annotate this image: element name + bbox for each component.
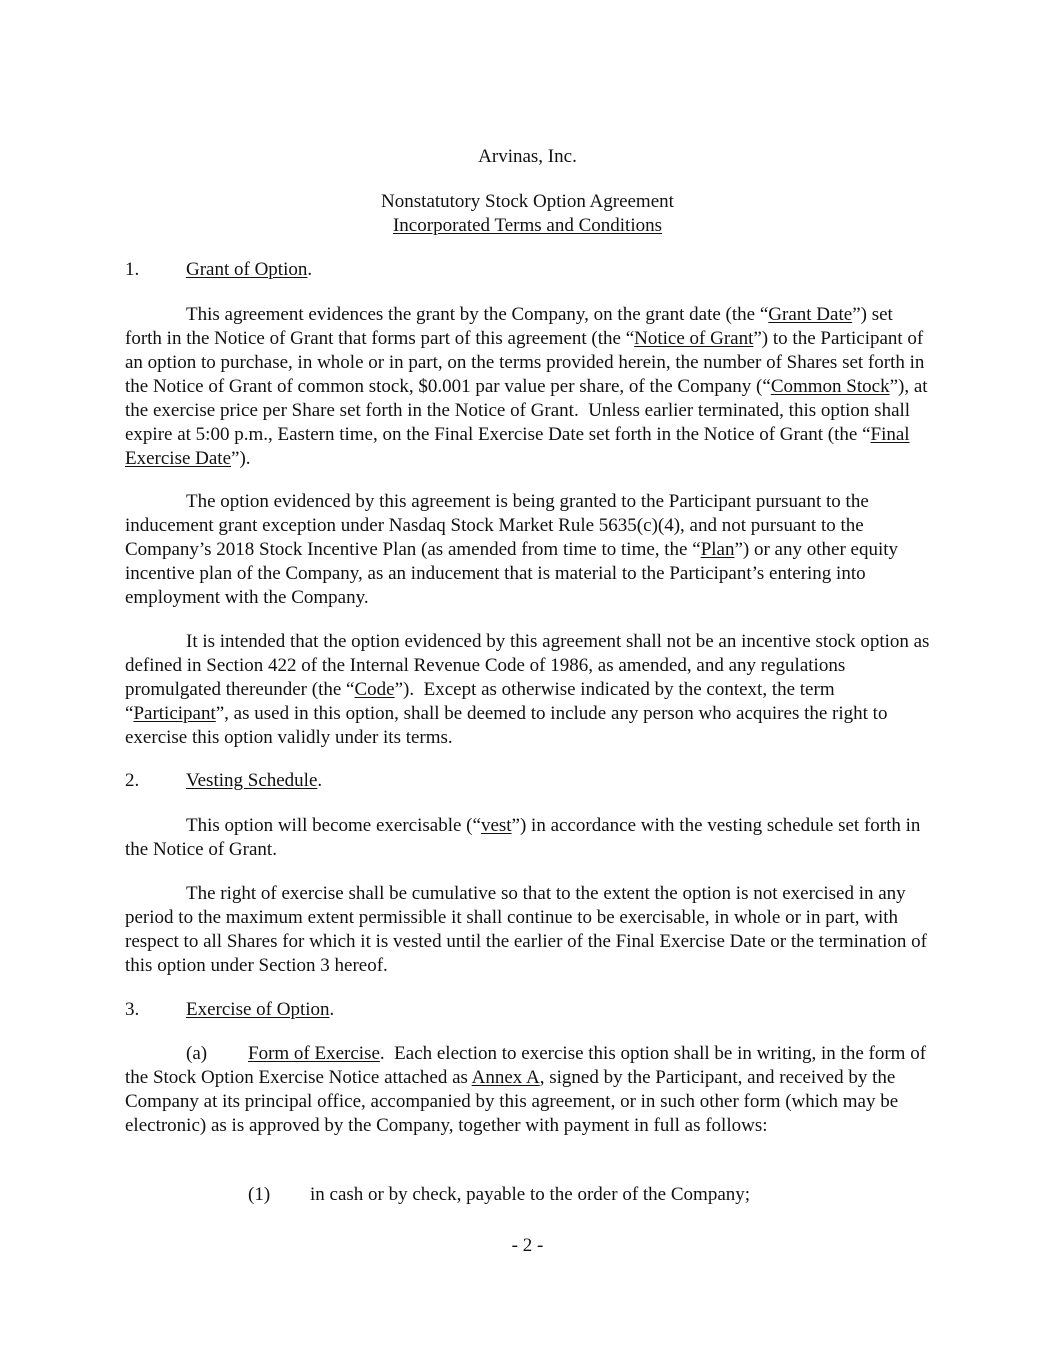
section-2-heading: 2. Vesting Schedule. bbox=[125, 770, 323, 791]
section-2-title: Vesting Schedule bbox=[186, 770, 318, 791]
section-2-number: 2. bbox=[125, 770, 140, 791]
company-name: Arvinas, Inc. bbox=[478, 146, 577, 167]
term-final-exercise-date: Final Exercise Date bbox=[125, 424, 910, 469]
term-participant: Participant bbox=[133, 703, 216, 724]
document-subtitle-text: Incorporated Terms and Conditions bbox=[392, 215, 662, 236]
payment-item-1 bbox=[248, 1183, 750, 1207]
document-subtitle bbox=[0, 214, 1055, 238]
clause-a-label: (a) bbox=[186, 1043, 208, 1064]
annex-a-reference: Annex A bbox=[471, 1067, 540, 1088]
term-code: Code bbox=[354, 679, 395, 700]
section-1-paragraph-1: This agreement evidences the grant by the Company, on the grant date (the “Grant Date”) set forth in the Notice of Grant that forms part of this agreement (the “Notice of Grant”) to the Participant of an option to purchase, in whole or in part, on the terms provided herein, the number of Shares set forth in the Notice of Grant of common stock, $0.001 par value per share, of the Company (“Common Stock”), at the exercise price per Share set forth in the Notice of Grant. Unless earlier terminated, this option shall expire at 5:00 p.m., Eastern time, on the Final Exercise Date set forth in the Notice of Grant (the “Final Exercise Date”). bbox=[125, 304, 928, 469]
section-3-number: 3. bbox=[125, 999, 140, 1020]
section-3-title: Exercise of Option bbox=[186, 999, 330, 1020]
section-3-paragraph-a: (a) Form of Exercise. Each election to exercise this option shall be in writing, in the form of the Stock Option Exercise Notice attached as Annex A, signed by the Participant, and received by the Company at its principal office, accompanied by this agreement, or in such other form (which may be electronic) as is approved by the Company, together with payment in full as follows: bbox=[125, 1043, 927, 1136]
page-number: - 2 - bbox=[511, 1235, 544, 1256]
document-title: Nonstatutory Stock Option Agreement bbox=[381, 191, 674, 212]
term-common-stock: Common Stock bbox=[770, 376, 890, 397]
term-notice-of-grant: Notice of Grant bbox=[634, 328, 754, 349]
term-vest: vest bbox=[480, 815, 512, 836]
section-1-paragraph-2: The option evidenced by this agreement is being granted to the Participant pursuant to the inducement grant exception under Nasdaq Stock Market Rule 5635(c)(4), and not pursuant to the Company’s 2018 Stock Incentive Plan (as amended from time to time, the “Plan”) or any other equity incentive plan of the Company, as an inducement that is material to the Participant’s entering into employment with the Company. bbox=[125, 491, 899, 608]
section-1-number: 1. bbox=[125, 259, 140, 280]
term-plan: Plan bbox=[700, 539, 735, 560]
section-2-paragraph-2: The right of exercise shall be cumulative so that to the extent the option is not exercised in any period to the maximum extent permissible it shall continue to be exercisable, in whole or in part, with respect to all Shares for which it is vested until the earlier of the Final Exercise Date or the termination of this option under Section 3 hereof. bbox=[125, 883, 927, 976]
section-2-paragraph-1: This option will become exercisable (“vest”) in accordance with the vesting schedule set forth in the Notice of Grant. bbox=[125, 815, 921, 860]
section-1-heading: 1. Grant of Option. bbox=[125, 259, 313, 280]
section-1-paragraph-3: It is intended that the option evidenced by this agreement shall not be an incentive stock option as defined in Section 422 of the Internal Revenue Code of 1986, as amended, and any regulations promulgated thereunder (the “Code”). Except as otherwise indicated by the context, the term “Participant”, as used in this option, shall be deemed to include any person who acquires the right to exercise this option validly under its terms. bbox=[125, 631, 930, 748]
section-1-title: Grant of Option bbox=[186, 259, 308, 280]
section-3-heading: 3. Exercise of Option. bbox=[125, 999, 335, 1020]
payment-item-1-text: in cash or by check, payable to the order of the Company; bbox=[310, 1184, 751, 1205]
payment-item-1-label: (1) bbox=[248, 1184, 271, 1205]
term-grant-date: Grant Date bbox=[768, 304, 853, 325]
clause-a-title: Form of Exercise bbox=[248, 1043, 380, 1064]
